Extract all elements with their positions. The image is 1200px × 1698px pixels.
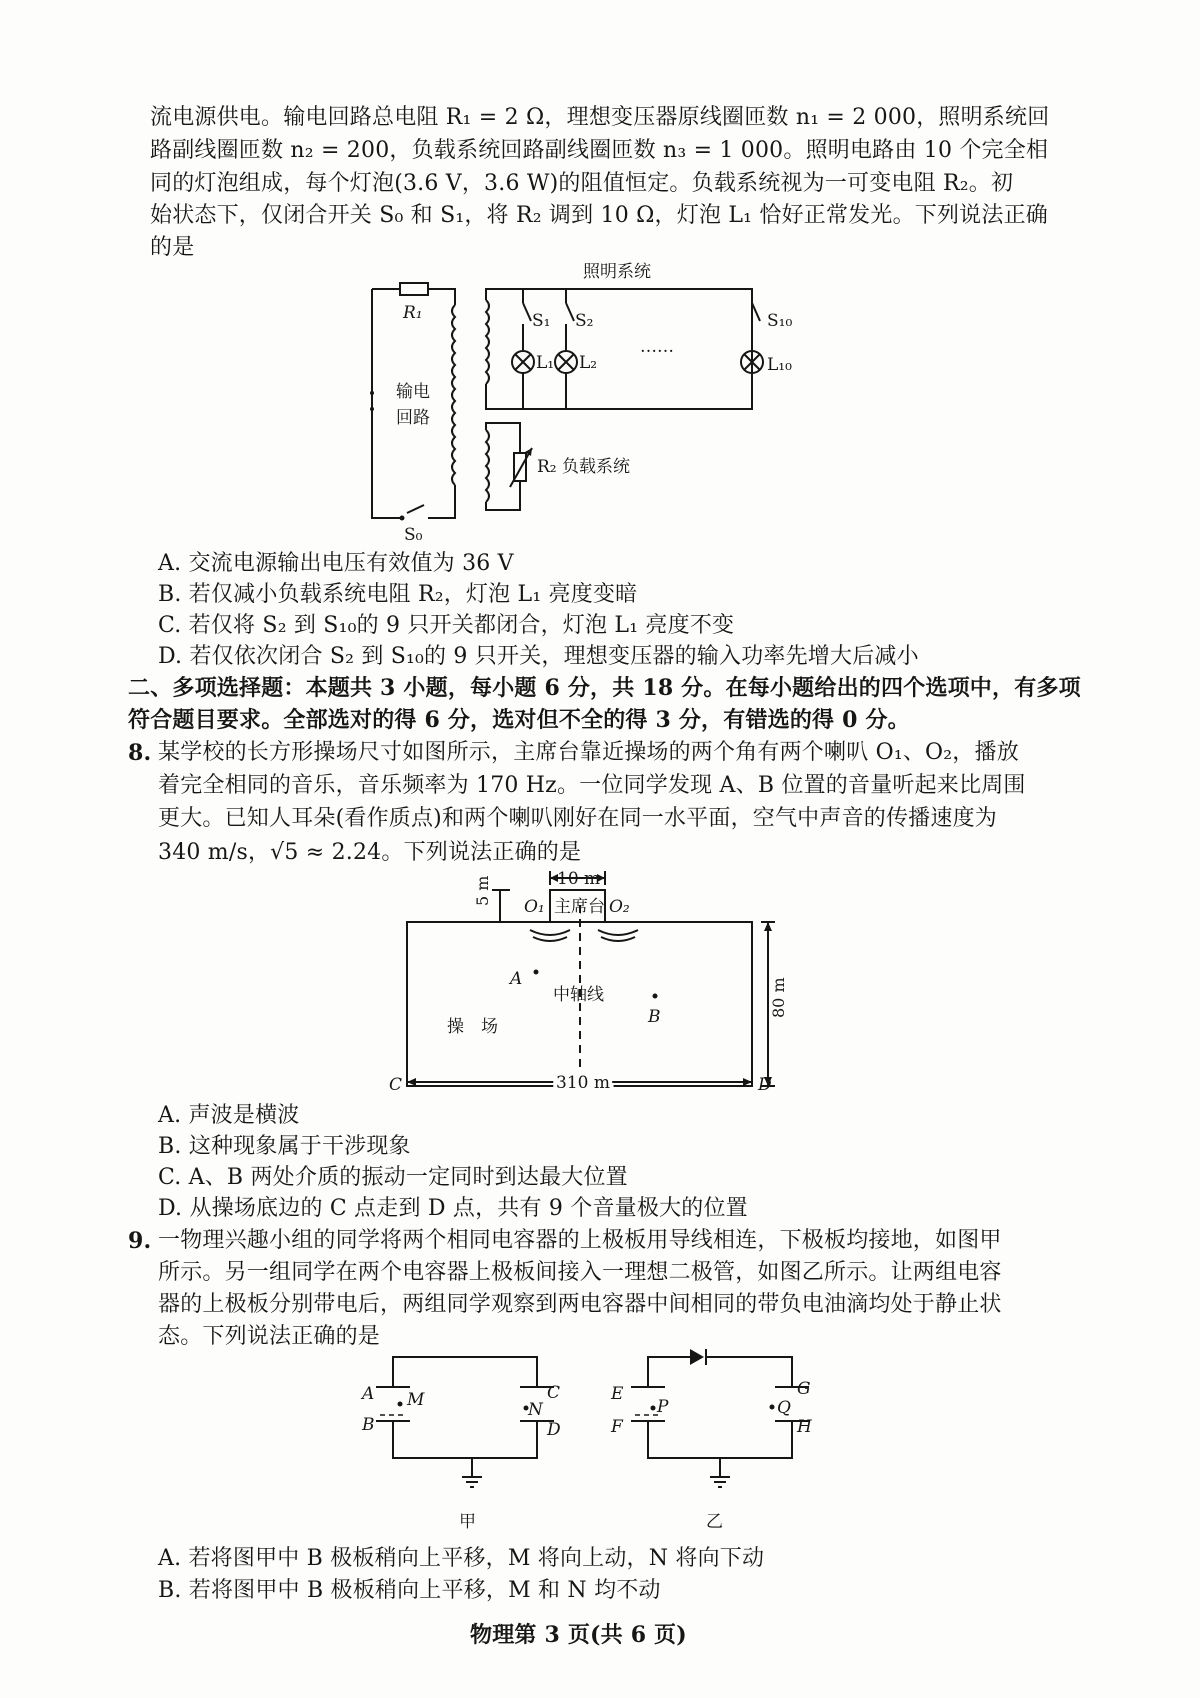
plate-c-label: C [547,1383,561,1403]
point-a-label: A [510,969,523,989]
q7-option-c: C. 若仅将 S₂ 到 S₁₀的 9 只开关都闭合，灯泡 L₁ 亮度不变 [158,613,735,638]
transmission-label-2: 回路 [396,408,430,428]
point-c-label: C [389,1075,403,1095]
point-q-label: Q [777,1398,791,1418]
plate-f-label: F [611,1417,623,1437]
q8-option-d: D. 从操场底边的 C 点走到 D 点，共有 9 个音量极大的位置 [158,1196,748,1221]
point-m-label: M [407,1390,425,1410]
plate-b-label: B [362,1415,375,1435]
point-d-label: D [758,1075,772,1095]
q8-stem-line: 340 m/s，√5 ≈ 2.24。下列说法正确的是 [158,840,582,865]
s10-label: S₁₀ [767,311,793,331]
l2-label: L₂ [579,353,598,373]
q8-option-c: C. A、B 两处介质的振动一定同时到达最大位置 [158,1165,628,1190]
o2-label: O₂ [609,897,630,917]
dim-80m-label: 80 m [769,977,788,1018]
q7-stem-line: 同的灯泡组成，每个灯泡(3.6 V，3.6 W)的阻值恒定。负载系统视为一可变电阻 R₂。初 [150,171,1014,196]
r2-load-label: R₂ 负载系统 [537,457,631,477]
l10-label: L₁₀ [767,355,792,375]
dim-5m-label: 5 m [473,875,492,906]
point-p-label: P [657,1397,669,1417]
q7-stem-line: 始状态下，仅闭合开关 S₀ 和 S₁，将 R₂ 调到 10 Ω，灯泡 L₁ 恰好正常发光。下列说法正确 [150,203,1048,228]
q8-option-b: B. 这种现象属于干涉现象 [158,1134,411,1159]
s1-label: S₁ [532,311,551,331]
q7-stem-line: 流电源供电。输电回路总电阻 R₁ = 2 Ω，理想变压器原线圈匝数 n₁ = 2 000，照明系统回 [150,105,1050,130]
l1-label: L₁ [536,353,555,373]
s0-label: S₀ [404,525,423,545]
q9-stem-line: 所示。另一组同学在两个电容器上极板间接入一理想二极管，如图乙所示。让两组电容 [158,1260,1002,1285]
q7-option-d: D. 若仅依次闭合 S₂ 到 S₁₀的 9 只开关，理想变压器的输入功率先增大后减小 [158,644,919,669]
lighting-system-label: 照明系统 [583,262,651,282]
transmission-label-1: 输电 [396,382,430,402]
central-axis-label: 中轴线 [553,985,604,1005]
playground-label: 操 场 [447,1017,498,1037]
q8-stem-line: 着完全相同的音乐，音乐频率为 170 Hz。一位同学发现 A、B 位置的音量听起来比周围 [158,773,1026,798]
plate-a-label: A [362,1384,375,1404]
q8-number: 8. [128,740,152,766]
point-n-label: N [528,1400,543,1420]
plate-d-label: D [547,1420,561,1440]
q9-stem-line: 器的上极板分别带电后，两组同学观察到两电容器中间相同的带负电油滴均处于静止状 [158,1292,1002,1317]
point-b-label: B [648,1007,661,1027]
q7-option-b: B. 若仅减小负载系统电阻 R₂，灯泡 L₁ 亮度变暗 [158,582,638,607]
section-2-header: 二、多项选择题：本题共 3 小题，每小题 6 分，共 18 分。在每小题给出的四个选项中，有多项 [128,675,1081,701]
section-2-header: 符合题目要求。全部选对的得 6 分，选对但不全的得 3 分，有错选的得 0 分。 [128,707,910,733]
ellipsis-label: …… [640,337,674,357]
q7-option-a: A. 交流电源输出电压有效值为 36 V [158,551,514,576]
figure-yi-label: 乙 [706,1512,723,1532]
dim-10m-label: 10 m [557,869,601,889]
q9-number: 9. [128,1228,152,1254]
q9-option-b: B. 若将图甲中 B 极板稍向上平移，M 和 N 均不动 [158,1578,661,1603]
s2-label: S₂ [575,311,594,331]
dim-310m-label: 310 m [556,1073,610,1093]
q8-stem-line: 某学校的长方形操场尺寸如图所示，主席台靠近操场的两个角有两个喇叭 O₁、O₂，播放 [158,740,1019,765]
plate-h-label: H [797,1417,812,1437]
q8-stem-line: 更大。已知人耳朵(看作质点)和两个喇叭刚好在同一水平面，空气中声音的传播速度为 [158,806,997,831]
r1-label: R₁ [403,303,423,323]
q8-option-a: A. 声波是横波 [158,1103,300,1128]
plate-e-label: E [611,1384,624,1404]
stage-label: 主席台 [554,897,605,917]
page-footer: 物理第 3 页(共 6 页) [470,1622,687,1648]
q7-stem-line: 路副线圈匝数 n₂ = 200，负载系统回路副线圈匝数 n₃ = 1 000。照明电路由 10 个完全相 [150,138,1049,163]
q9-stem-line: 态。下列说法正确的是 [158,1324,381,1349]
q9-option-a: A. 若将图甲中 B 极板稍向上平移，M 将向上动，N 将向下动 [158,1546,765,1571]
q7-stem-line: 的是 [150,235,195,260]
figure-jia-label: 甲 [459,1512,476,1532]
plate-g-label: G [797,1379,811,1399]
q9-stem-line: 一物理兴趣小组的同学将两个相同电容器的上极板用导线相连，下极板均接地，如图甲 [158,1228,1002,1253]
o1-label: O₁ [524,897,545,917]
